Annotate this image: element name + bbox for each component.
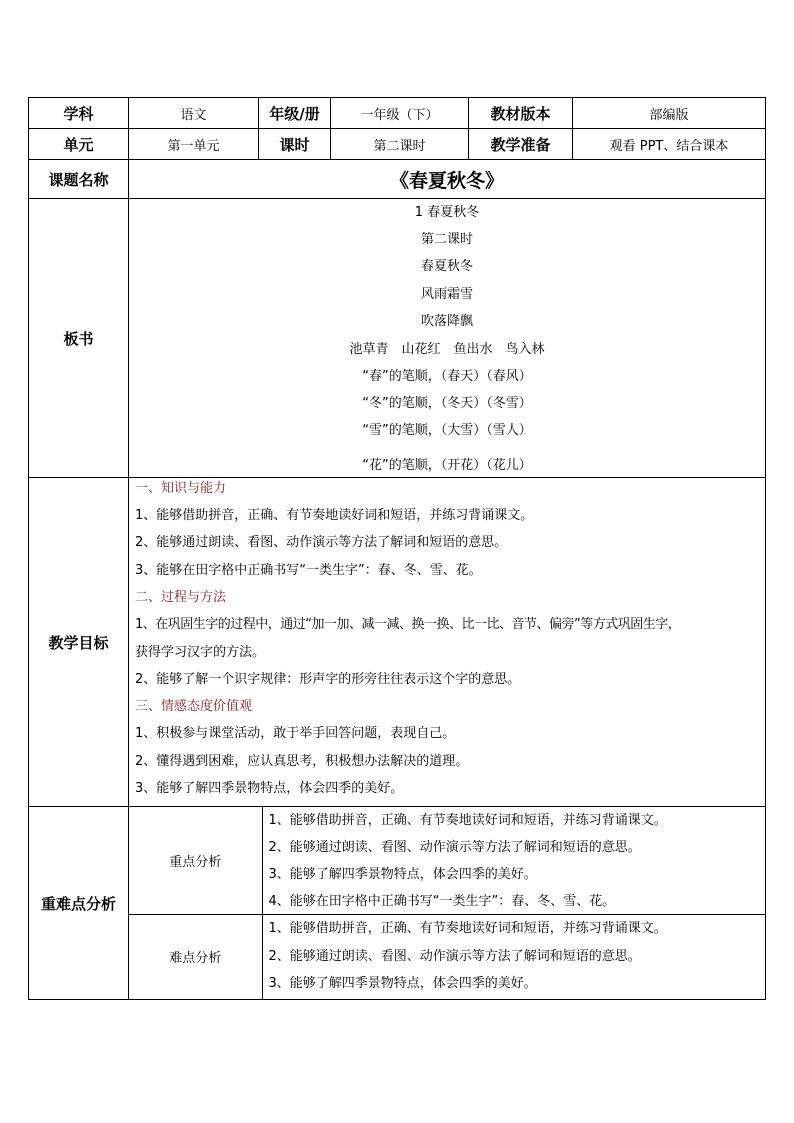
key-points-label: 重点分析 — [129, 807, 262, 914]
prep-label: 教学准备 — [469, 129, 573, 160]
objectives-label: 教学目标 — [29, 478, 129, 807]
difficult-points-label: 难点分析 — [129, 914, 262, 999]
header-row-1 — [29, 98, 766, 129]
objectives-section-heading: 三、情感态度价值观 — [135, 699, 253, 714]
objective-item: 3、能够在田字格中正确书写“一类生字”：春、冬、雪、花。 — [135, 563, 482, 578]
lesson-label: 课时 — [259, 129, 331, 160]
objective-item: 2、能够通过朗读、看图、动作演示等方法了解词和短语的意思。 — [135, 535, 508, 550]
list-item: 3、能够了解四季景物特点，体会四季的美好。 — [268, 975, 537, 991]
board-line: “花”的笔顺，（开花）（花儿） — [362, 458, 532, 473]
difficult-points-row — [129, 914, 765, 999]
edition-value: 部编版 — [573, 98, 766, 129]
analysis-row — [29, 807, 766, 1000]
analysis-table — [129, 807, 765, 999]
subject-value: 语文 — [129, 98, 259, 129]
objective-item: 1、在巩固生字的过程中，通过“加一加、减一减、换一换、比一比、音节、偏旁”等方式巩固生字， — [135, 617, 681, 632]
board-line: 第二课时 — [420, 232, 473, 247]
objective-item: 3、能够了解四季景物特点，体会四季的美好。 — [135, 781, 404, 796]
board-line: 风雨霜雪 — [420, 287, 473, 302]
objective-item: 1、能够借助拼音，正确、有节奏地读好词和短语，并练习背诵课文。 — [135, 508, 534, 523]
list-item: 3、能够了解四季景物特点，体会四季的美好。 — [268, 867, 537, 882]
objective-item: 获得学习汉字的方法。 — [135, 645, 266, 660]
objective-item: 2、能够了解一个识字规律：形声字的形旁往往表示这个字的意思。 — [135, 672, 521, 687]
lesson-plan — [28, 97, 765, 1000]
edition-label: 教材版本 — [469, 98, 573, 129]
board-content — [129, 199, 766, 478]
topic-label: 课题名称 — [29, 160, 129, 199]
lesson-plan-table — [28, 97, 766, 1000]
analysis-label: 重难点分析 — [29, 807, 129, 1000]
key-points-list — [262, 807, 765, 914]
list-item: 2、能够通过朗读、看图、动作演示等方法了解词和短语的意思。 — [268, 948, 641, 964]
objectives-content — [129, 478, 766, 807]
list-item: 2、能够通过朗读、看图、动作演示等方法了解词和短语的意思。 — [268, 840, 641, 855]
board-label: 板书 — [29, 199, 129, 478]
list-item: 1、能够借助拼音，正确、有节奏地读好词和短语，并练习背诵课文。 — [268, 920, 667, 936]
topic-row — [29, 160, 766, 199]
grade-label: 年级/册 — [259, 98, 331, 129]
lesson-value: 第二课时 — [331, 129, 469, 160]
board-row — [29, 199, 766, 478]
key-points-row — [129, 807, 765, 914]
board-line: “雪”的笔顺，（大雪）（雪人） — [362, 423, 532, 438]
topic-title: 《春夏秋冬》 — [129, 160, 766, 199]
list-item: 4、能够在田字格中正确书写“一类生字”：春、冬、雪、花。 — [268, 894, 616, 909]
board-line: 1 春夏秋冬 — [414, 205, 480, 220]
objectives-section-heading: 一、知识与能力 — [135, 481, 227, 496]
objective-item: 2、懂得遇到困难，应认真思考，积极想办法解决的道理。 — [135, 754, 469, 769]
objective-item: 1、积极参与课堂活动，敢于举手回答问题，表现自己。 — [135, 726, 456, 741]
list-item: 1、能够借助拼音，正确、有节奏地读好词和短语，并练习背诵课文。 — [268, 813, 667, 828]
board-line: 吹落降飘 — [420, 314, 473, 329]
analysis-content — [129, 807, 766, 1000]
difficult-points-list — [262, 914, 765, 999]
header-row-2 — [29, 129, 766, 160]
objectives-row — [29, 478, 766, 807]
board-line: 池草青 山花红 鱼出水 鸟入林 — [349, 342, 545, 357]
subject-label: 学科 — [29, 98, 129, 129]
objectives-section-heading: 二、过程与方法 — [135, 590, 227, 605]
grade-value: 一年级（下） — [331, 98, 469, 129]
board-line: “冬”的笔顺，（冬天）（冬雪） — [362, 396, 532, 411]
board-line: “春”的笔顺，（春天）（春风） — [362, 369, 532, 384]
board-line: 春夏秋冬 — [420, 259, 473, 274]
prep-value: 观看 PPT、结合课本 — [573, 129, 766, 160]
unit-label: 单元 — [29, 129, 129, 160]
unit-value: 第一单元 — [129, 129, 259, 160]
